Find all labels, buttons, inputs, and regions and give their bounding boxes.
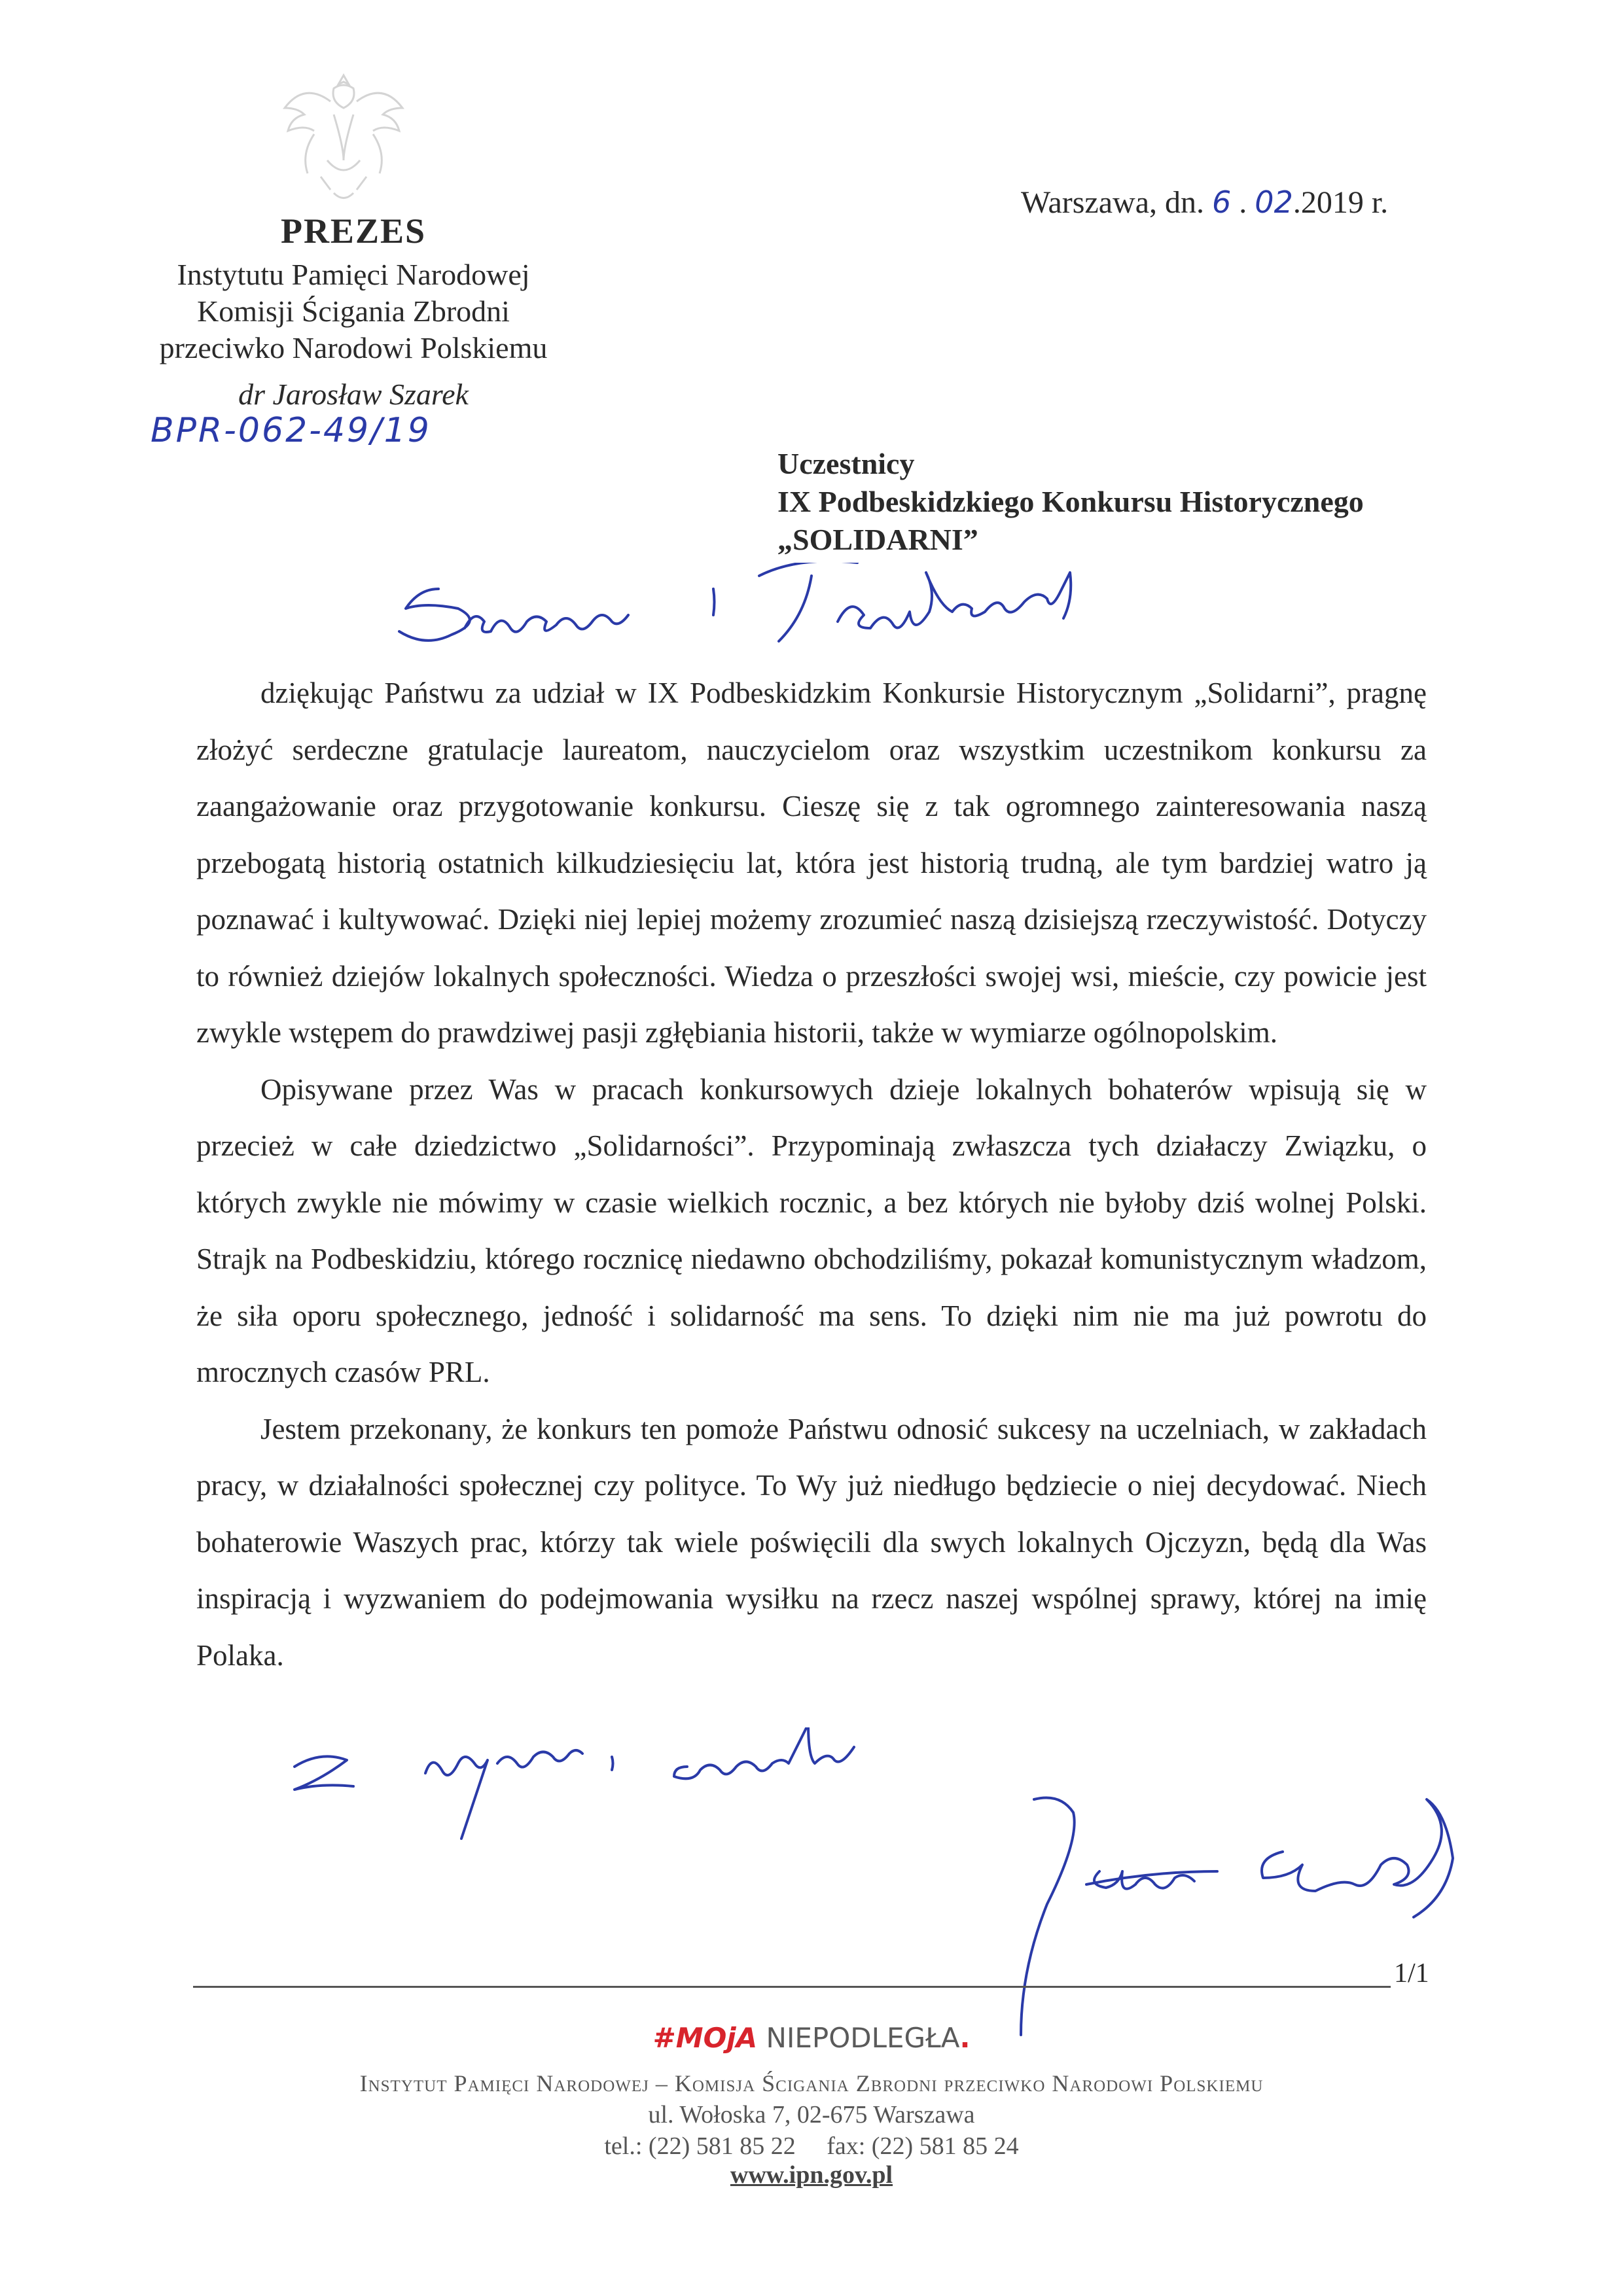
footer-website-link[interactable]: www.ipn.gov.pl xyxy=(730,2161,893,2189)
body-paragraph: Opisywane przez Was w pracach konkursowych dzieje lokalnych bohaterów wpisują się w przecież w całe dziedzictwo „Solidarności”. Przypominają zwłaszcza tych działaczy Związku, o których zwykle nie mówimy w czasie wielkich rocznic, a bez których nie byłoby dziś wolnej Polski. Strajk na Podbeskidziu, którego rocznicę niedawno obchodziliśmy, pokazał komunistycznym władzom, że siła oporu społecznego, jedność i solidarność ma sens. To dzięki nim nie ma już powrotu do mrocznych czasów PRL. xyxy=(196,1072,1427,1388)
recipient-line: IX Podbeskidzkiego Konkursu Historycznego xyxy=(777,485,1364,518)
date-line xyxy=(1021,185,1388,221)
sender-title: PREZES xyxy=(280,211,427,251)
eagle-emblem-icon xyxy=(268,62,419,213)
footer-phones: tel.: (22) 581 85 22 fax: (22) 581 85 24 xyxy=(604,2132,1019,2160)
handwritten-signature xyxy=(995,1786,1571,2061)
recipient-line: Uczestnicy xyxy=(777,447,915,480)
date-month: 02 xyxy=(1255,185,1293,220)
slogan-moja: MOjA xyxy=(675,2022,758,2054)
slogan-logo xyxy=(0,2022,1623,2054)
institution-line: Komisji Ścigania Zbrodni xyxy=(197,294,510,328)
letter-body xyxy=(196,665,1427,1684)
footer-institution: Instytut Pamięci Narodowej – Komisja Ścigania Zbrodni przeciwko Narodowi Polskiemu xyxy=(359,2070,1264,2096)
date-prefix: Warszawa, dn. xyxy=(1021,185,1205,220)
body-paragraph: Jestem przekonany, że konkurs ten pomoże Państwu odnosić sukcesy na uczelniach, w zakładach pracy, w działalności społecznej czy polityce. To Wy już niedługo będziecie o niej decydować. Niech bohaterowie Waszych prac, którzy tak wiele poświęcili dla swych lokalnych Ojczyzn, będą dla Was inspiracją i wyzwaniem do podejmowania wysiłku na rzecz naszej wspólnej sprawy, której na imię Polaka. xyxy=(196,1412,1427,1672)
slogan-text: NIEPODLEGŁA xyxy=(766,2022,960,2054)
handwritten-closing xyxy=(281,1727,1067,1858)
recipient-block xyxy=(777,445,1364,559)
handwritten-greeting xyxy=(393,563,1257,661)
institution-line: przeciwko Narodowi Polskiemu xyxy=(159,331,548,364)
footer-address: ul. Wołoska 7, 02-675 Warszawa xyxy=(648,2101,975,2128)
slogan-hash: # xyxy=(652,2022,676,2054)
footer-divider xyxy=(193,1986,1391,1988)
reference-number: BPR-062-49/19 xyxy=(151,411,431,450)
sender-name: dr Jarosław Szarek xyxy=(238,378,469,411)
date-day: 6 xyxy=(1212,185,1232,220)
date-separator: . xyxy=(1231,185,1255,220)
recipient-line: „SOLIDARNI” xyxy=(777,523,978,556)
institution-line: Instytutu Pamięci Narodowej xyxy=(177,258,530,291)
body-paragraph: dziękując Państwu za udział w IX Podbeskidzkim Konkursie Historycznym „Solidarni”, pragnę złożyć serdeczne gratulacje laureatom, nauczycielom oraz wszystkim uczestnikom konkursu za zaangażowanie oraz przygotowanie konkursu. Cieszę się z tak ogromnego zainteresowania naszą przebogatą historią ostatnich kilkudziesięciu lat, która jest historią trudną, ale tym bardziej watro ją poznawać i kultywować. Dzięki niej lepiej możemy zrozumieć naszą dzisiejszą rzeczywistość. Dotyczy to również dziejów lokalnych społeczności. Wiedza o przeszłości swojej wsi, mieście, czy powicie jest zwykle wstępem do prawdziwej pasji zgłębiania historii, także w wymiarze ogólnopolskim. xyxy=(196,677,1427,1049)
page-number: 1/1 xyxy=(1394,1958,1429,1988)
slogan-dot: . xyxy=(959,2022,971,2054)
date-suffix: .2019 r. xyxy=(1293,185,1389,220)
